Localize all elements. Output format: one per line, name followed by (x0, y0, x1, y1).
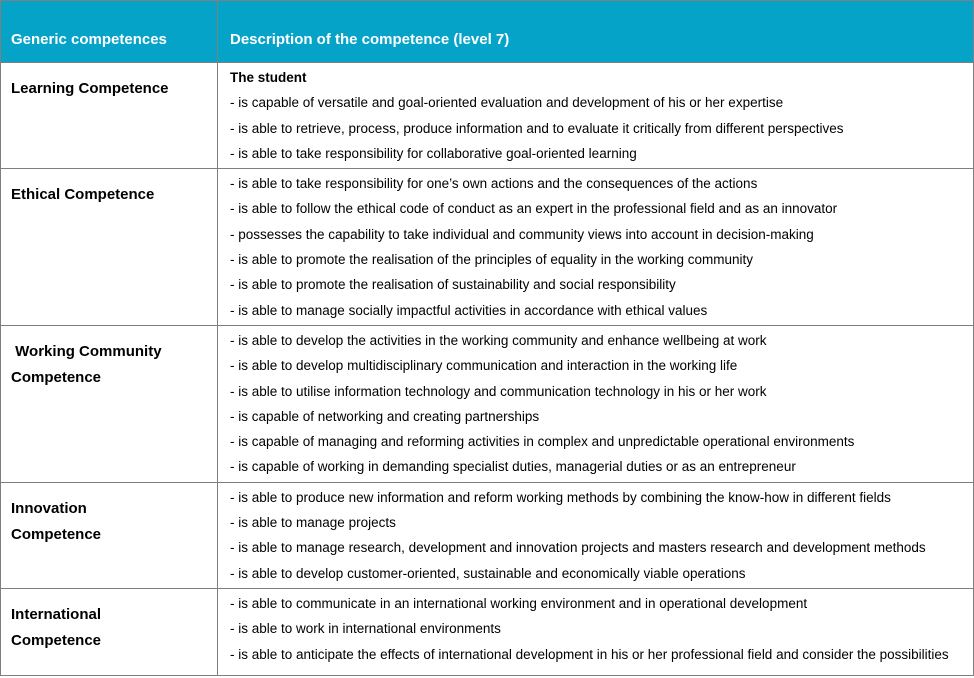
competence-name-cell (1, 169, 218, 326)
description-bullet-line: - is able to manage socially impactful activities in accordance with ethical values (230, 302, 708, 318)
description-bullet-line: - is able to develop the activities in the working community and enhance wellbeing at work (230, 332, 767, 348)
table-row (1, 63, 974, 169)
competence-description-cell (218, 588, 974, 675)
competence-name-cell (1, 588, 218, 675)
description-bullet-line: - is able to follow the ethical code of conduct as an expert in the professional field and as an innovator (230, 201, 838, 217)
description-bullet-line: - is able to develop multidisciplinary communication and interaction in the working life (230, 358, 738, 374)
header-row (1, 1, 974, 63)
table-row (1, 588, 974, 675)
competence-description-cell (218, 169, 974, 326)
competence-name-cell (1, 325, 218, 482)
table-row (1, 169, 974, 326)
description-bullet-line: - is able to produce new information and reform working methods by combining the know-how in different fields (230, 489, 891, 505)
description-bullet-line: - is able to promote the realisation of sustainability and social responsibility (230, 277, 676, 293)
table-body (1, 63, 974, 676)
description-bullet-line: - is able to communicate in an international working environment and in operational development (230, 595, 808, 611)
competence-name-line: Working Community (11, 342, 162, 360)
competence-description-cell (218, 325, 974, 482)
competence-name-line: Innovation (11, 499, 87, 517)
description-bullet-line: - is able to promote the realisation of the principles of equality in the working community (230, 252, 754, 268)
description-bullet-line: - is capable of versatile and goal-oriented evaluation and development of his or her expertise (230, 95, 784, 111)
competence-name-line: International (11, 605, 102, 623)
competence-name-line: Competence (11, 368, 102, 386)
description-bullet-line: - is able to anticipate the effects of international development in his or her professional field and consider the possibilities (230, 646, 949, 662)
description-bullet-line: - is able to retrieve, process, produce information and to evaluate it critically from different perspectives (230, 120, 844, 136)
header-description-level7: Description of the competence (level 7) (218, 1, 974, 63)
competence-name-cell (1, 63, 218, 169)
competence-description-cell (218, 63, 974, 169)
description-bullet-line: - is able to utilise information technology and communication technology in his or her work (230, 383, 767, 399)
description-bullet-line: - possesses the capability to take individual and community views into account in decision-making (230, 226, 814, 242)
competence-name-line: Ethical Competence (11, 186, 155, 204)
competence-name-cell (1, 482, 218, 588)
description-bullet-line: - is capable of networking and creating partnerships (230, 408, 540, 424)
description-bullet-line: - is capable of working in demanding specialist duties, managerial duties or as an entrepreneur (230, 459, 796, 475)
description-bullet-line: - is able to work in international environments (230, 621, 501, 637)
description-bullet-line: - is able to manage projects (230, 515, 396, 531)
table-row (1, 325, 974, 482)
description-intro-line: The student (230, 70, 307, 85)
competence-name-line: Competence (11, 631, 102, 649)
description-bullet-line: - is able to take responsibility for one’s own actions and the consequences of the actions (230, 176, 758, 192)
table-row (1, 482, 974, 588)
description-bullet-line: - is able to develop customer-oriented, sustainable and economically viable operations (230, 565, 746, 581)
table-header (1, 1, 974, 63)
competence-description-cell (218, 482, 974, 588)
competence-name-line: Learning Competence (11, 80, 169, 97)
header-generic-competences: Generic competences (1, 1, 218, 63)
description-bullet-line: - is able to take responsibility for collaborative goal-oriented learning (230, 145, 637, 161)
description-bullet-line: - is capable of managing and reforming activities in complex and unpredictable operational environments (230, 434, 855, 450)
competence-name-line: Competence (11, 525, 102, 543)
description-bullet-line: - is able to manage research, development and innovation projects and masters research and development methods (230, 540, 926, 556)
